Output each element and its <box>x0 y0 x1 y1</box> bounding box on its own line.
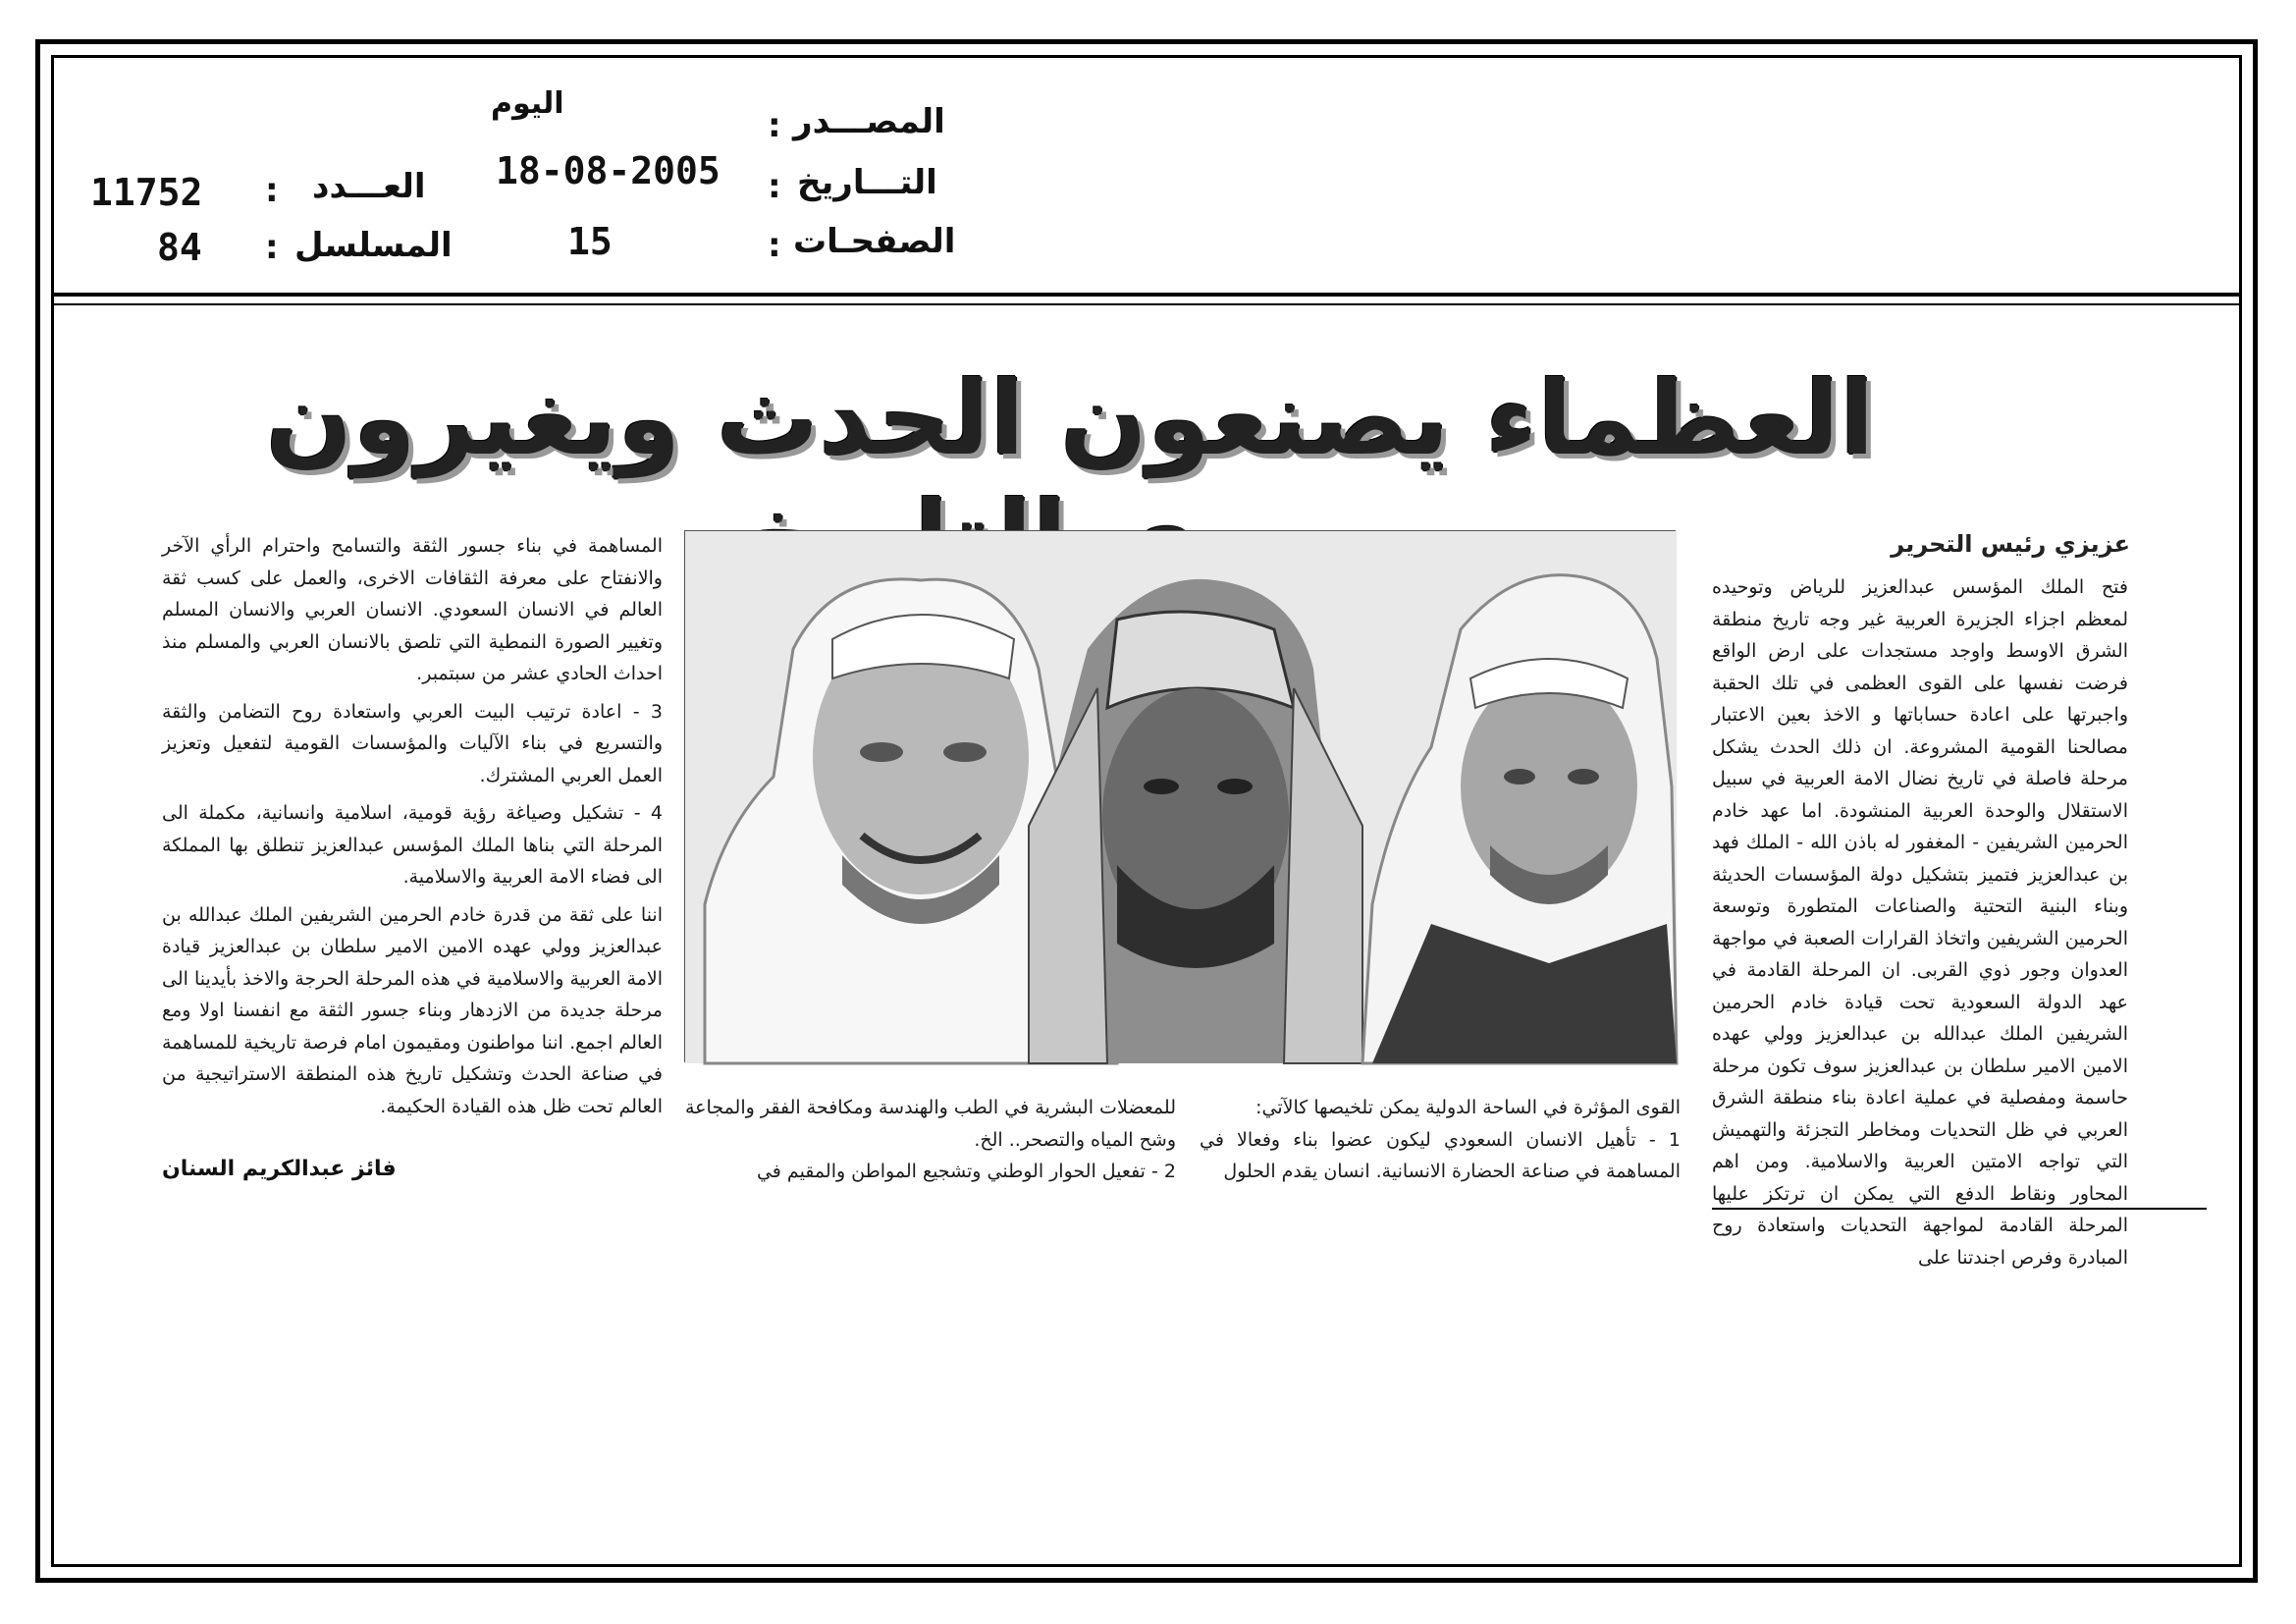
column-mid-left-text: للمعضلات البشرية في الطب والهندسة ومكافحة الفقر والمجاعة وشح المياه والتصحر.. الخ. 2 - تفعيل الحوار الوطني وتشجيع المواطن والمقيم في <box>685 1097 1176 1182</box>
column-left-p3: 4 - تشكيل وصياغة رؤية قومية، اسلامية وانسانية، مكملة الى المرحلة التي بناها الملك المؤسس عبدالعزيز تنطلق بها المملكة الى فضاء الامة العربية والاسلامية. <box>162 802 663 888</box>
column-left <box>162 530 663 1128</box>
photo-three-leaders <box>684 530 1676 1062</box>
column-left-p4: اننا على ثقة من قدرة خادم الحرمين الشريفين الملك عبدالله بن عبدالعزيز وولي عهده الامين الامير سلطان بن عبدالعزيز قيادة الامة العربية والاسلامية في هذه المرحلة الحرجة والاخذ بأيدينا الى مرحلة جديدة من الازدهار وبناء جسور الثقة مع انفسنا اولا ومع العالم اجمع. اننا مواطنون ومقيمون امام فرصة تاريخية للمساهمة في صناعة الحدث وتشكيل تاريخ هذه المنطقة الاستراتيجية من العالم تحت ظل هذه القيادة الحكيمة. <box>162 903 663 1117</box>
source-value: اليوم <box>491 86 564 121</box>
date-value: 18-08-2005 <box>496 149 721 192</box>
portrait-illustration <box>685 531 1677 1063</box>
header-divider <box>51 293 2242 297</box>
column-left-p2: 3 - اعادة ترتيب البيت العربي واستعادة روح التضامن والثقة والتسريع في بناء الآليات والمؤسسات القومية لتفعيل وتعزيز العمل العربي المشترك. <box>162 700 663 786</box>
source-colon: : <box>768 106 781 145</box>
column-right-end-rule <box>1712 1208 2207 1210</box>
pages-colon: : <box>768 226 781 265</box>
issue-value: 11752 <box>90 171 203 214</box>
column-right <box>1712 571 2128 1269</box>
column-left-p1: المساهمة في بناء جسور الثقة والتسامح واحترام الرأي الآخر والانفتاح على معرفة الثقافات الاخرى، والعمل على كسب ثقة العالم في الانسان السعودي. الانسان العربي والانسان المسلم وتغيير الصورة النمطية التي تلصق بالانسان العربي والمسلم منذ احداث الحادي عشر من سبتمبر. <box>162 535 663 684</box>
issue-label: العـــدد <box>312 167 426 206</box>
date-colon: : <box>768 167 781 206</box>
author-byline: فائز عبدالكريم السنان <box>162 1157 397 1181</box>
article-headline: العظماء يصنعون الحدث ويغيرون <box>265 358 1875 478</box>
serial-value: 84 <box>157 226 202 269</box>
serial-colon: : <box>265 228 279 267</box>
column-mid-right-text: القوى المؤثرة في الساحة الدولية يمكن تلخيصها كالآتي: 1 - تأهيل الانسان السعودي ليكون عضوا بناء وفعالا في المساهمة في صناعة الحضارة الانسانية. انسان يقدم الحلول <box>1200 1097 1681 1182</box>
date-label: التـــاريخ <box>797 163 937 202</box>
header-divider-thin <box>51 303 2242 305</box>
salutation: عزيزي رئيس التحرير <box>1891 530 2130 558</box>
column-mid-right <box>1200 1092 1681 1194</box>
issue-colon: : <box>265 171 279 210</box>
pages-label: الصفحـات <box>793 222 956 261</box>
serial-label: المسلسل <box>294 226 453 265</box>
source-label: المصـــدر <box>793 102 945 141</box>
pages-value: 15 <box>567 220 613 263</box>
column-mid-left <box>685 1092 1176 1194</box>
column-right-text: فتح الملك المؤسس عبدالعزيز للرياض وتوحيده لمعظم اجزاء الجزيرة العربية غير وجه تاريخ منطقة الشرق الاوسط واوجد مستجدات على ارض الواقع فرضت نفسها على القوى العظمى في تلك الحقبة واجبرتها على اعادة حساباتها و الاخذ بعين الاعتبار مصالحنا القومية المشروعة. ان ذلك الحدث يشكل مرحلة فاصلة في تاريخ نضال الامة العربية في سبيل الاستقلال والوحدة العربية المنشودة. اما عهد خادم الحرمين الشريفين - المغفور له باذن الله - الملك فهد بن عبدالعزيز فتميز بتشكيل دولة المؤسسات الحديثة وبناء البنية التحتية والصناعات المتطورة وتوسعة الحرمين الشريفين واتخاذ القرارات الصعبة في مواجهة العدوان وجور ذوي القربى. ان المرحلة القادمة في عهد الدولة السعودية تحت قيادة خادم الحرمين الشريفين الملك عبدالله بن عبدالعزيز وولي عهده الامين الامير سلطان بن عبدالعزيز سوف تكون مرحلة حاسمة ومفصلية في عملية اعادة بناء منطقة الشرق العربي في ظل التحديات ومخاطر التجزئة والتهميش التي تواجه الامتين العربية والاسلامية. ومن اهم المحاور ونقاط الدفع التي يمكن ان ترتكز عليها المرحلة القادمة لمواجهة التحديات واستعادة روح المبادرة وفرص اجندتنا على <box>1712 576 2128 1269</box>
